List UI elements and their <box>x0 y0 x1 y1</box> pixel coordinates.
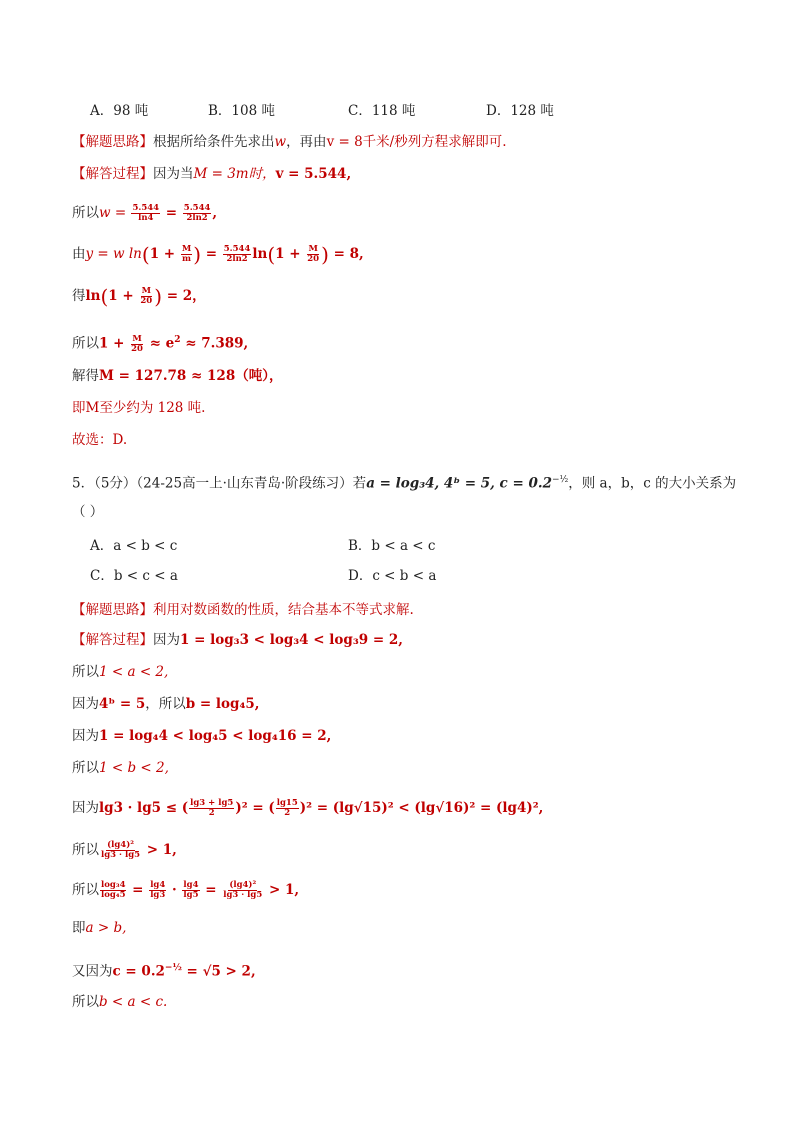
q4-process-line-7: 即M至少约为 128 吨. <box>72 400 206 416</box>
q5-process-line-7: 所以 $\frac{\text{(lg4)²}}{\lg 3 \cdot \lg 5}$ > 1, <box>72 840 177 860</box>
q4-process-line-8: 故选：D. <box>72 432 128 448</box>
q5-process-line-1: 【解答过程】因为1 = log₃3 < log₃4 < log₃9 = 2, <box>72 632 403 648</box>
option-d: D．128 吨 <box>486 103 554 119</box>
q5-process-line-10: 又因为$c = 0.2^{-\frac{1}{2}} = √5 > 2$, <box>72 963 256 980</box>
q5-process-line-2: 所以1 < a < 2, <box>72 664 169 680</box>
q4-process-line-5: 所以1 + $\frac{M}{20}$ ≈ $e^2 \approx 7.389$, <box>72 333 249 354</box>
q4-idea-line: 【解题思路】根据所给条件先求出w，再由v = 8千米/秒列方程求解即可. <box>72 134 507 150</box>
q5-idea-line: 【解题思路】利用对数函数的性质，结合基本不等式求解. <box>72 602 414 618</box>
q5-stem: 5．（5分）（24-25高一上·山东青岛·阶段练习）若a = log₃4, 4ᵇ = 5, $c = 0.2^{-\frac{1}{2}}$，则 a，b，c 的大小关系为 <box>72 475 737 492</box>
q5-option-c: C．b < c < a <box>90 568 178 584</box>
q5-process-line-8: 所以 $\frac{\text{log₃4}}{\text{log₄5}}$ = $\frac{\lg 4}{\lg 3}$ · $\frac{\lg 4}{\lg 5}$ = $\frac{\text{(lg4)²}}{\lg 3 \cdot \lg 5}$ > 1, <box>72 880 300 900</box>
q5-process-line-4: 因为1 = log₄4 < log₄5 < log₄16 = 2, <box>72 728 332 744</box>
q4-process-line-1: 【解答过程】因为当M = 3m时，v = 5.544, <box>72 166 352 182</box>
q5-paren: （ ） <box>72 504 104 520</box>
option-b: B．108 吨 <box>208 103 275 119</box>
q5-process-line-3: 因为4ᵇ = 5，所以b = log₄5, <box>72 696 260 712</box>
q5-process-line-6: 因为lg3 · lg5 ≤ ( $\frac{\lg 3 + \lg 5}{2}$ )² = ( $\frac{\lg 15}{2}$ )² = (lg√15)² < (lg√16)² = (lg4)², <box>72 798 544 818</box>
q4-process-line-4: 得ln(1 + $\frac{M}{20}$ ) = 2， <box>72 284 206 309</box>
q5-option-b: B．b < a < c <box>348 538 436 554</box>
process-tag: 【解答过程】 <box>72 632 153 648</box>
option-a: A．98 吨 <box>90 103 149 119</box>
q5-process-line-11: 所以b < a < c. <box>72 994 168 1010</box>
idea-tag: 【解题思路】 <box>72 134 153 150</box>
q5-option-d: D．c < b < a <box>348 568 437 584</box>
q4-process-line-2: 所以w = $\frac{5.544}{\ln 4}$ = $\frac{5.544}{2\ln 2}$ , <box>72 203 218 223</box>
q4-process-line-6: 解得M = 127.78 ≈ 128（吨）， <box>72 368 283 384</box>
process-tag: 【解答过程】 <box>72 166 153 182</box>
q5-option-a: A．a < b < c <box>90 538 178 554</box>
idea-tag: 【解题思路】 <box>72 602 153 618</box>
q4-process-line-3: 由y = w ln(1 + $\frac{M}{m}$ ) = $\frac{5.544}{2\ln 2}$ ln(1 + $\frac{M}{20}$ ) = 8, <box>72 242 364 267</box>
q5-process-line-9: 即a > b, <box>72 920 127 936</box>
option-c: C．118 吨 <box>348 103 416 119</box>
q5-process-line-5: 所以1 < b < 2, <box>72 760 169 776</box>
